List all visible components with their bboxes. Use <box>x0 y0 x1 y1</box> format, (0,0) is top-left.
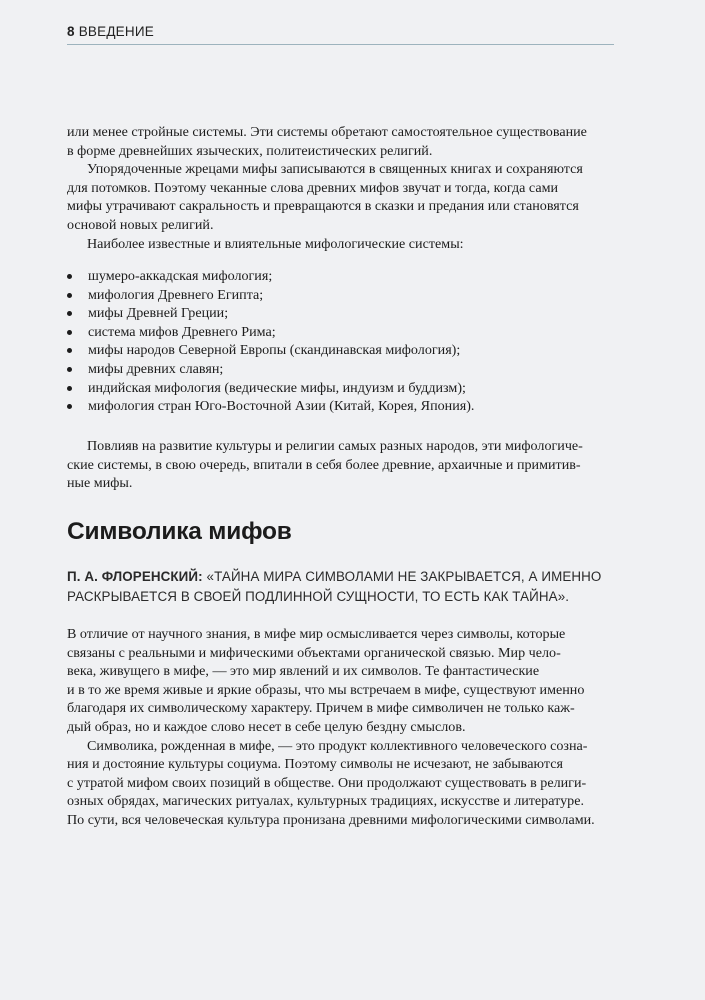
list-item <box>67 341 614 360</box>
text-line: для потомков. Поэтому чеканные слова древних мифов звучат и тогда, когда сами <box>67 179 559 196</box>
list-item <box>67 286 614 305</box>
text-line: Символика, рожденная в мифе, — это продукт коллективного человеческого созна- <box>87 737 588 754</box>
text-line: связаны с реальными и мифическими объектами органической связью. Мир чело- <box>67 644 561 661</box>
list-item-text: индийская мифология (ведические мифы, индуизм и буддизм); <box>88 379 466 396</box>
list-item <box>67 304 614 323</box>
text-line: Наиболее известные и влиятельные мифологические системы: <box>87 235 464 252</box>
mythology-list <box>67 267 614 416</box>
text-line: основой новых религий. <box>67 216 214 233</box>
quote-line <box>67 567 614 587</box>
text-line: в форме древнейших языческих, политеистических религий. <box>67 142 433 159</box>
text-line: ния и достояние культуры социума. Поэтому символы не исчезают, не забываются <box>67 756 563 773</box>
epigraph-quote <box>67 567 614 606</box>
quote-line: РАСКРЫВАЕТСЯ В СВОЕЙ ПОДЛИННОЙ СУЩНОСТИ, ТО ЕСТЬ КАК ТАЙНА». <box>67 588 570 604</box>
list-item-text: мифология стран Юго-Восточной Азии (Китай, Корея, Япония). <box>88 398 475 415</box>
list-item-text: мифы древних славян; <box>88 360 224 377</box>
list-item <box>67 360 614 379</box>
text-line: Упорядоченные жрецами мифы записываются в священных книгах и сохраняются <box>87 161 583 178</box>
after-list-paragraph <box>67 437 614 493</box>
bullet-icon <box>67 367 72 372</box>
bullet-icon <box>67 311 72 316</box>
text-line: и в то же время живые и яркие образы, что мы встречаем в мифе, существуют именно <box>67 681 585 698</box>
text-line: дый образ, но и каждое слово несет в себе целую бездну смыслов. <box>67 718 466 735</box>
text-line: Повлияв на развитие культуры и религии самых разных народов, эти мифологиче- <box>87 438 583 454</box>
list-item <box>67 267 614 286</box>
text-line: мифы утрачивают сакральность и превращаются в сказки и предания или становятся <box>67 198 579 215</box>
bullet-icon <box>67 274 72 279</box>
intro-paragraphs <box>67 123 614 253</box>
quote-text: «ТАЙНА МИРА СИМВОЛАМИ НЕ ЗАКРЫВАЕТСЯ, А ИМЕННО <box>206 569 602 584</box>
bullet-icon <box>67 348 72 353</box>
text-line: или менее стройные системы. Эти системы обретают самостоятельное существование <box>67 124 587 140</box>
text-line: благодаря их символическому характеру. Причем в мифе символичен не только каж- <box>67 700 575 717</box>
list-item <box>67 397 614 416</box>
text-line: озных обрядах, магических ритуалах, культурных традициях, искусстве и литературе. <box>67 793 584 810</box>
quote-author: П. А. ФЛОРЕНСКИЙ: <box>67 569 203 584</box>
body-paragraphs <box>67 625 614 830</box>
text-line: По сути, вся человеческая культура пронизана древними мифологическими символами. <box>67 811 595 828</box>
list-item-text: мифология Древнего Египта; <box>88 286 264 303</box>
list-item-text: шумеро-аккадская мифология; <box>88 268 273 284</box>
page-number: 8 <box>67 24 75 39</box>
text-line: с утратой мифом своих позиций в обществе. Они продолжают существовать в религи- <box>67 774 587 791</box>
text-line: В отличие от научного знания, в мифе мир осмысливается через символы, которые <box>67 626 566 642</box>
list-item <box>67 323 614 342</box>
bullet-icon <box>67 293 72 298</box>
section-heading: Символика мифов <box>67 518 292 545</box>
bullet-icon <box>67 330 72 335</box>
list-item-text: система мифов Древнего Рима; <box>88 323 276 340</box>
list-item-text: мифы Древней Греции; <box>88 305 229 322</box>
list-item-text: мифы народов Северной Европы (скандинавская мифология); <box>88 342 461 359</box>
text-line: ные мифы. <box>67 475 133 492</box>
list-item <box>67 379 614 398</box>
bullet-icon <box>67 404 72 409</box>
chapter-title: ВВЕДЕНИЕ <box>78 24 154 39</box>
running-header <box>67 24 614 45</box>
bullet-icon <box>67 386 72 391</box>
text-line: ские системы, в свою очередь, впитали в себя более древние, архаичные и примитив- <box>67 456 581 473</box>
text-line: века, живущего в мифе, — это мир явлений и их символов. Те фантастические <box>67 663 540 680</box>
